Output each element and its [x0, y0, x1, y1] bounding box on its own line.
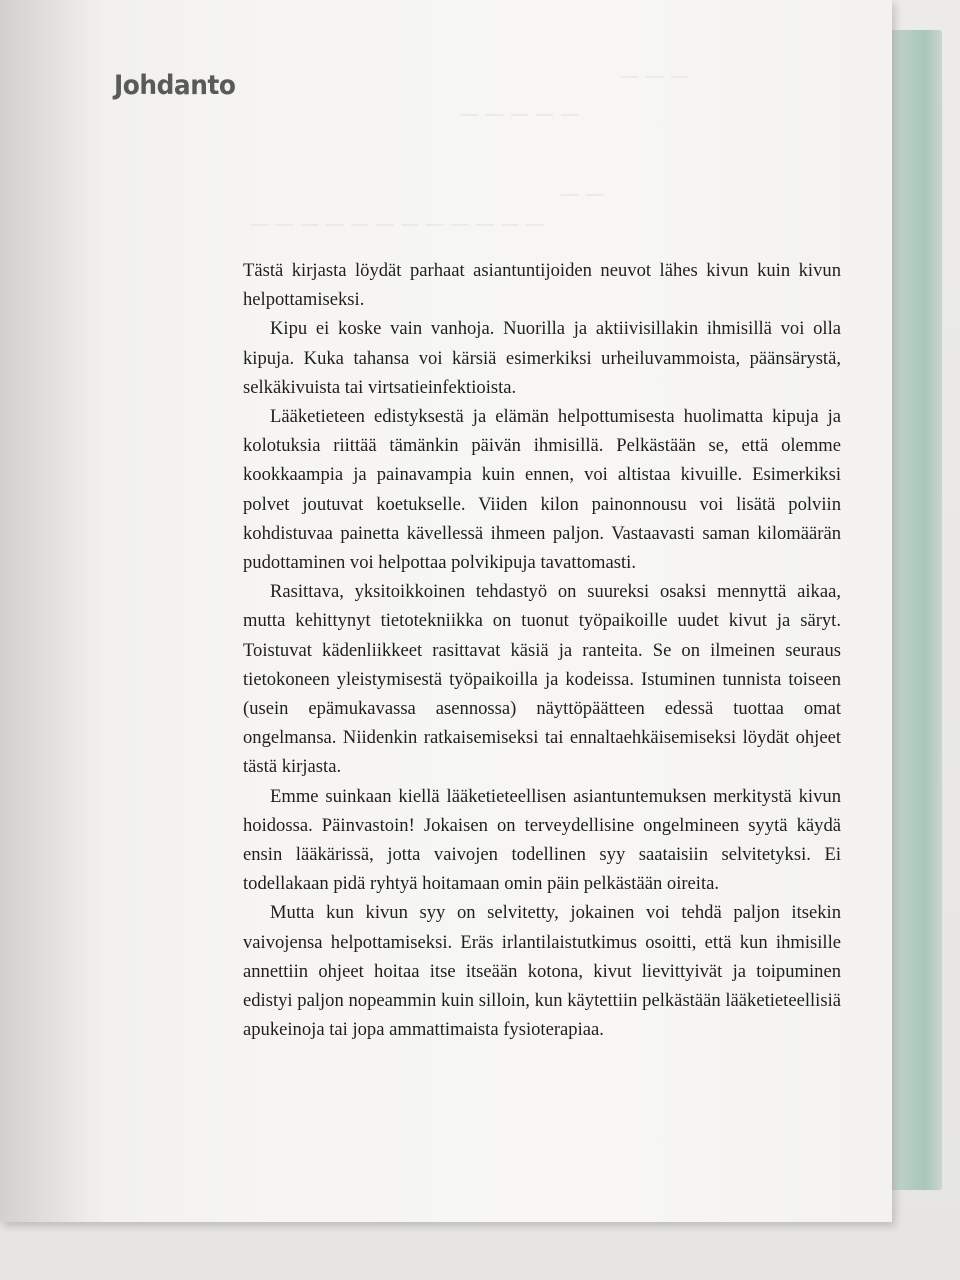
show-through-text: — — — — —	[460, 103, 580, 125]
show-through-text: — — — — — — — — — — — —	[250, 213, 545, 235]
paragraph: Tästä kirjasta löydät parhaat asiantuntijoiden neuvot lähes kivun kuin kivun helpottamiseksi.	[243, 260, 841, 311]
chapter-title: Johdanto	[114, 70, 236, 101]
paragraph: Lääketieteen edistyksestä ja elämän helpottumisesta huolimatta kipuja ja kolotuksia riittää tämänkin päivän ihmisillä. Pelkästään se, että olemme kookkaampia ja painavampia kuin ennen, voi altistaa kivuille. Esimerkiksi polvet joutuvat koetukselle. Viiden kilon painonnousu voi lisätä polviin kohdistuvaa painetta kävellessä ihmeen paljon. Vastaavasti saman kilomäärän pudottaminen voi helpottaa polvikipuja tavattomasti.	[243, 406, 841, 574]
body-text	[243, 256, 841, 1044]
paragraph: Kipu ei koske vain vanhoja. Nuorilla ja aktiivisillakin ihmisillä voi olla kipuja. Kuka tahansa voi kärsiä esimerkiksi urheiluvammoista, päänsärystä, selkäkivuista tai virtsatieinfektioista.	[243, 318, 841, 398]
paragraph: Rasittava, yksitoikkoinen tehdastyö on suureksi osaksi mennyttä aikaa, mutta kehittynyt tietotekniikka on tuonut työpaikoille uudet kivut ja säryt. Toistuvat kädenliikkeet rasittavat käsiä ja ranteita. Se on ilmeinen seuraus tietokoneen yleistymisestä työpaikoilla ja kodeissa. Istuminen tunnista toiseen (usein epämukavassa asennossa) näyttöpäätteen edessä tuottaa omat ongelmansa. Niidenkin ratkaisemiseksi tai ennaltaehkäisemiseksi löydät ohjeet tästä kirjasta.	[243, 581, 841, 778]
show-through-text: — — —	[620, 65, 690, 87]
show-through-text: — —	[560, 183, 605, 205]
book-page-edges	[884, 30, 942, 1190]
paragraph: Mutta kun kivun syy on selvitetty, jokainen voi tehdä paljon itsekin vaivojensa helpottamiseksi. Eräs irlantilaistutkimus osoitti, että kun ihmisille annettiin ohjeet hoitaa itse itseään kotona, kivut lievittyivät ja toipuminen edistyi paljon nopeammin kuin silloin, kun käytettiin pelkästään lääketieteellisiä apukeinoja tai jopa ammattimaista fysioterapiaa.	[243, 902, 841, 1041]
paragraph: Emme suinkaan kiellä lääketieteellisen asiantuntemuksen merkitystä kivun hoidossa. Päinvastoin! Jokaisen on terveydellisine ongelmineen syytä käydä ensin lääkärissä, jotta vaivojen todellinen syy saataisiin selvitetyksi. Ei todellakaan pidä ryhtyä hoitamaan omin päin pelkästään oireita.	[243, 785, 841, 895]
